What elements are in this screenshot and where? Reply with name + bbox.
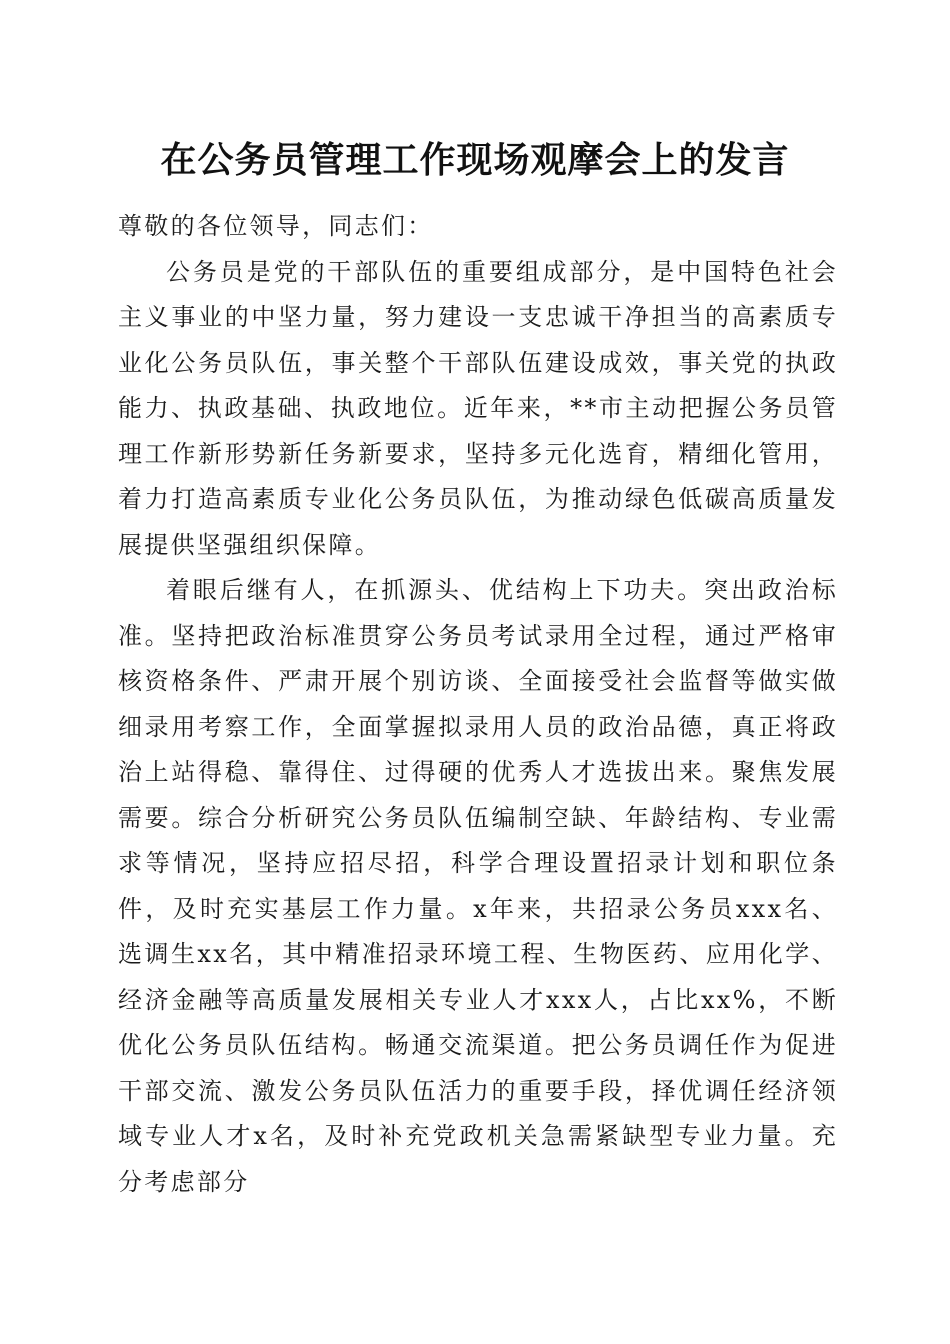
document-title: 在公务员管理工作现场观摩会上的发言	[160, 139, 790, 181]
paragraph-1: 公务员是党的干部队伍的重要组成部分，是中国特色社会主义事业的中坚力量，努力建设一支忠诚干净担当的高素质专业化公务员队伍，事关整个干部队伍建设成效，事关党的执政能力、执政基础、执政地位。近年来，**市主动把握公务员管理工作新形势新任务新要求，坚持多元化选育，精细化管用，着力打造高素质专业化公务员队伍，为推动绿色低碳高质量发展提供坚强组织保障。	[118, 257, 838, 559]
paragraph-2: 着眼后继有人，在抓源头、优结构上下功夫。突出政治标准。坚持把政治标准贯穿公务员考试录用全过程，通过严格审核资格条件、严肃开展个别访谈、全面接受社会监督等做实做细录用考察工作，全面掌握拟录用人员的政治品德，真正将政治上站得稳、靠得住、过得硬的优秀人才选拔出来。聚焦发展需要。综合分析研究公务员队伍编制空缺、年龄结构、专业需求等情况，坚持应招尽招，科学合理设置招录计划和职位条件，及时充实基层工作力量。x年来，共招录公务员xxx名、选调生xx名，其中精准招录环境工程、生物医药、应用化学、经济金融等高质量发展相关专业人才xxx人，占比xx%，不断优化公务员队伍结构。畅通交流渠道。把公务员调任作为促进干部交流、激发公务员队伍活力的重要手段，择优调任经济领域专业人才x名，及时补充党政机关急需紧缺型专业力量。充分考虑部分	[118, 576, 838, 1196]
document-body	[118, 204, 838, 1205]
salutation: 尊敬的各位领导，同志们：	[118, 212, 434, 240]
